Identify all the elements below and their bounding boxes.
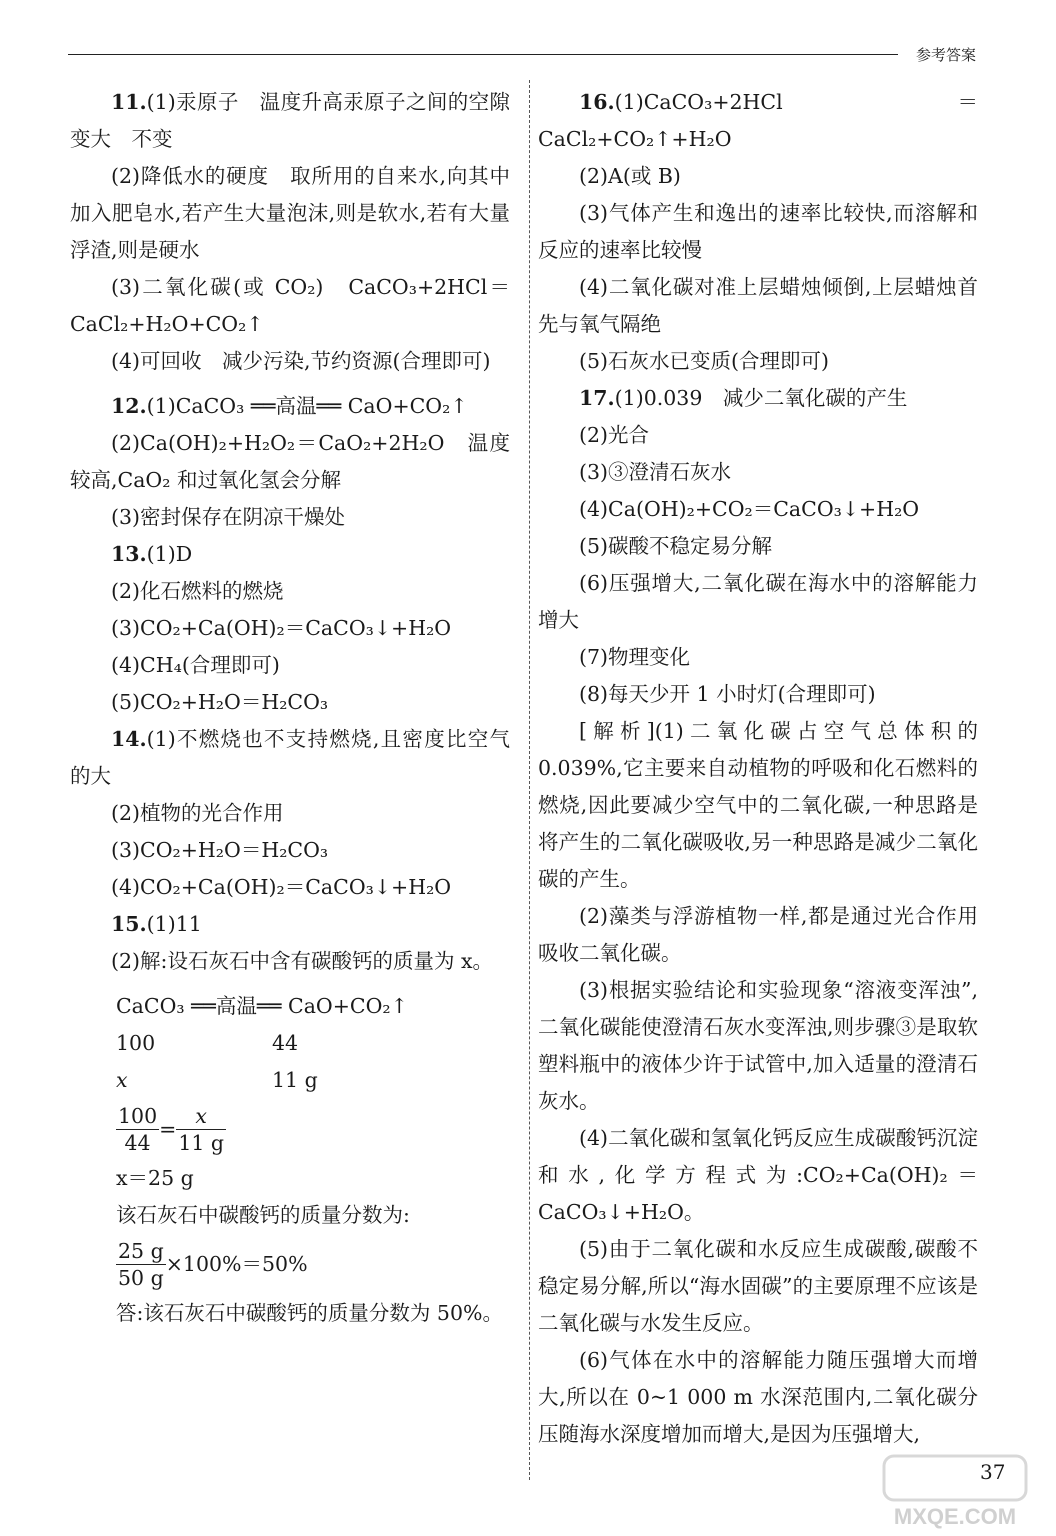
calc-result: x＝25 g	[116, 1166, 194, 1190]
answer-11-1: 11.(1)汞原子 温度升高汞原子之间的空隙变大 不变	[70, 90, 510, 151]
analysis-2: (2)藻类与浮游植物一样,都是通过光合作用吸收二氧化碳。	[538, 904, 978, 965]
answer-11-2: (2)降低水的硬度 取所用的自来水,向其中加入肥皂水,若产生大量泡沫,则是软水,若有大量浮渣,则是硬水	[70, 164, 510, 262]
page-number: 37	[980, 1460, 1006, 1484]
answer-17-5: (5)碳酸不稳定易分解	[579, 534, 773, 558]
answer-13-1: 13.(1)D	[111, 542, 193, 566]
analysis-3: (3)根据实验结论和实验现象“溶液变浑浊”,二氧化碳能使澄清石灰水变浑浊,则步骤③是取软塑料瓶中的液体少许于试管中,加入适量的澄清石灰水。	[538, 978, 978, 1113]
answer-15-1: 15.(1)11	[111, 912, 202, 936]
calc-percent: $\frac{25 g}{50 g}$ ×100%＝50%	[118, 1239, 308, 1290]
calc-statement: 该石灰石中碳酸钙的质量分数为:	[116, 1203, 410, 1227]
right-column	[538, 84, 978, 1453]
analysis-5: (5)由于二氧化碳和水反应生成碳酸,碳酸不稳定易分解,所以“海水固碳”的主要原理不应该是二氧化碳与水发生反应。	[538, 1237, 978, 1335]
answer-12-2: (2)Ca(OH)₂+H₂O₂＝CaO₂+2H₂O 温度较高,CaO₂ 和过氧化氢会分解	[70, 431, 510, 492]
answer-17-1: 17.(1)0.039 减少二氧化碳的产生	[579, 386, 908, 410]
answer-11-4: (4)可回收 减少污染,节约资源(合理即可)	[111, 349, 491, 373]
answer-17-2: (2)光合	[579, 423, 650, 447]
calc-answer: 答:该石灰石中碳酸钙的质量分数为 50%。	[116, 1301, 503, 1325]
answer-17-6: (6)压强增大,二氧化碳在海水中的溶解能力增大	[538, 571, 978, 632]
watermark-logo	[880, 1452, 1030, 1530]
analysis-1: [解析](1)二氧化碳占空气总体积的 0.039%,它主要来自动植物的呼吸和化石燃料的燃烧,因此要减少空气中的二氧化碳,一种思路是将产生的二氧化碳吸收,另一种思路是减少二氧化碳的产生。	[538, 719, 978, 891]
answer-17-8: (8)每天少开 1 小时灯(合理即可)	[579, 682, 876, 706]
header-rule	[68, 54, 898, 55]
answer-14-3: (3)CO₂+H₂O＝H₂CO₃	[111, 838, 329, 862]
column-divider	[529, 80, 530, 1480]
answer-11-3: (3)二氧化碳(或 CO₂) CaCO₃+2HCl＝CaCl₂+H₂O+CO₂↑	[70, 275, 510, 336]
analysis-6: (6)气体在水中的溶解能力随压强增大而增大,所以在 0~1 000 m 水深范围内,二氧化碳分压随海水深度增加而增大,是因为压强增大,	[538, 1348, 978, 1446]
answer-17-7: (7)物理变化	[579, 645, 691, 669]
answer-14-1: 14.(1)不燃烧也不支持燃烧,且密度比空气的大	[70, 727, 510, 788]
calc-row-unknown: x 11 g	[116, 1068, 318, 1092]
answer-15-2: (2)解:设石灰石中含有碳酸钙的质量为 x。	[111, 949, 494, 973]
answer-17-3: (3)③澄清石灰水	[579, 460, 732, 484]
svg-text:MXQE.COM: MXQE.COM	[893, 1504, 1017, 1529]
answer-13-2: (2)化石燃料的燃烧	[111, 579, 284, 603]
running-header: 参考答案	[915, 46, 976, 64]
answer-17-4: (4)Ca(OH)₂+CO₂＝CaCO₃↓+H₂O	[579, 497, 920, 521]
answer-14-4: (4)CO₂+Ca(OH)₂＝CaCO₃↓+H₂O	[111, 875, 452, 899]
analysis-4: (4)二氧化碳和氢氧化钙反应生成碳酸钙沉淀和水,化学方程式为:CO₂+Ca(OH)₂＝CaCO₃↓+H₂O。	[538, 1126, 978, 1224]
answer-16-2: (2)A(或 B)	[579, 164, 681, 188]
answer-12-1: 12.(1)CaCO₃ ══高温══ CaO+CO₂↑	[111, 394, 468, 418]
answer-12-3: (3)密封保存在阴凉干燥处	[111, 505, 346, 529]
answer-16-3: (3)气体产生和逸出的速率比较快,而溶解和反应的速率比较慢	[538, 201, 978, 262]
calc-equation: CaCO₃ ══高温══ CaO+CO₂↑	[116, 994, 408, 1018]
answer-16-5: (5)石灰水已变质(合理即可)	[579, 349, 830, 373]
calculation-block	[116, 988, 510, 1332]
left-column	[70, 84, 510, 1332]
answer-13-3: (3)CO₂+Ca(OH)₂＝CaCO₃↓+H₂O	[111, 616, 452, 640]
answer-13-4: (4)CH₄(合理即可)	[111, 653, 280, 677]
answer-13-5: (5)CO₂+H₂O＝H₂CO₃	[111, 690, 329, 714]
answer-16-1: 16.(1)CaCO₃+2HCl＝CaCl₂+CO₂↑+H₂O	[538, 90, 978, 151]
answer-14-2: (2)植物的光合作用	[111, 801, 284, 825]
calc-row-mass: 100 44	[116, 1031, 299, 1055]
calc-ratio: $\frac{100}{44}$ = $\frac{x}{11 g}$	[118, 1104, 225, 1155]
answer-16-4: (4)二氧化碳对准上层蜡烛倾倒,上层蜡烛首先与氧气隔绝	[538, 275, 978, 336]
